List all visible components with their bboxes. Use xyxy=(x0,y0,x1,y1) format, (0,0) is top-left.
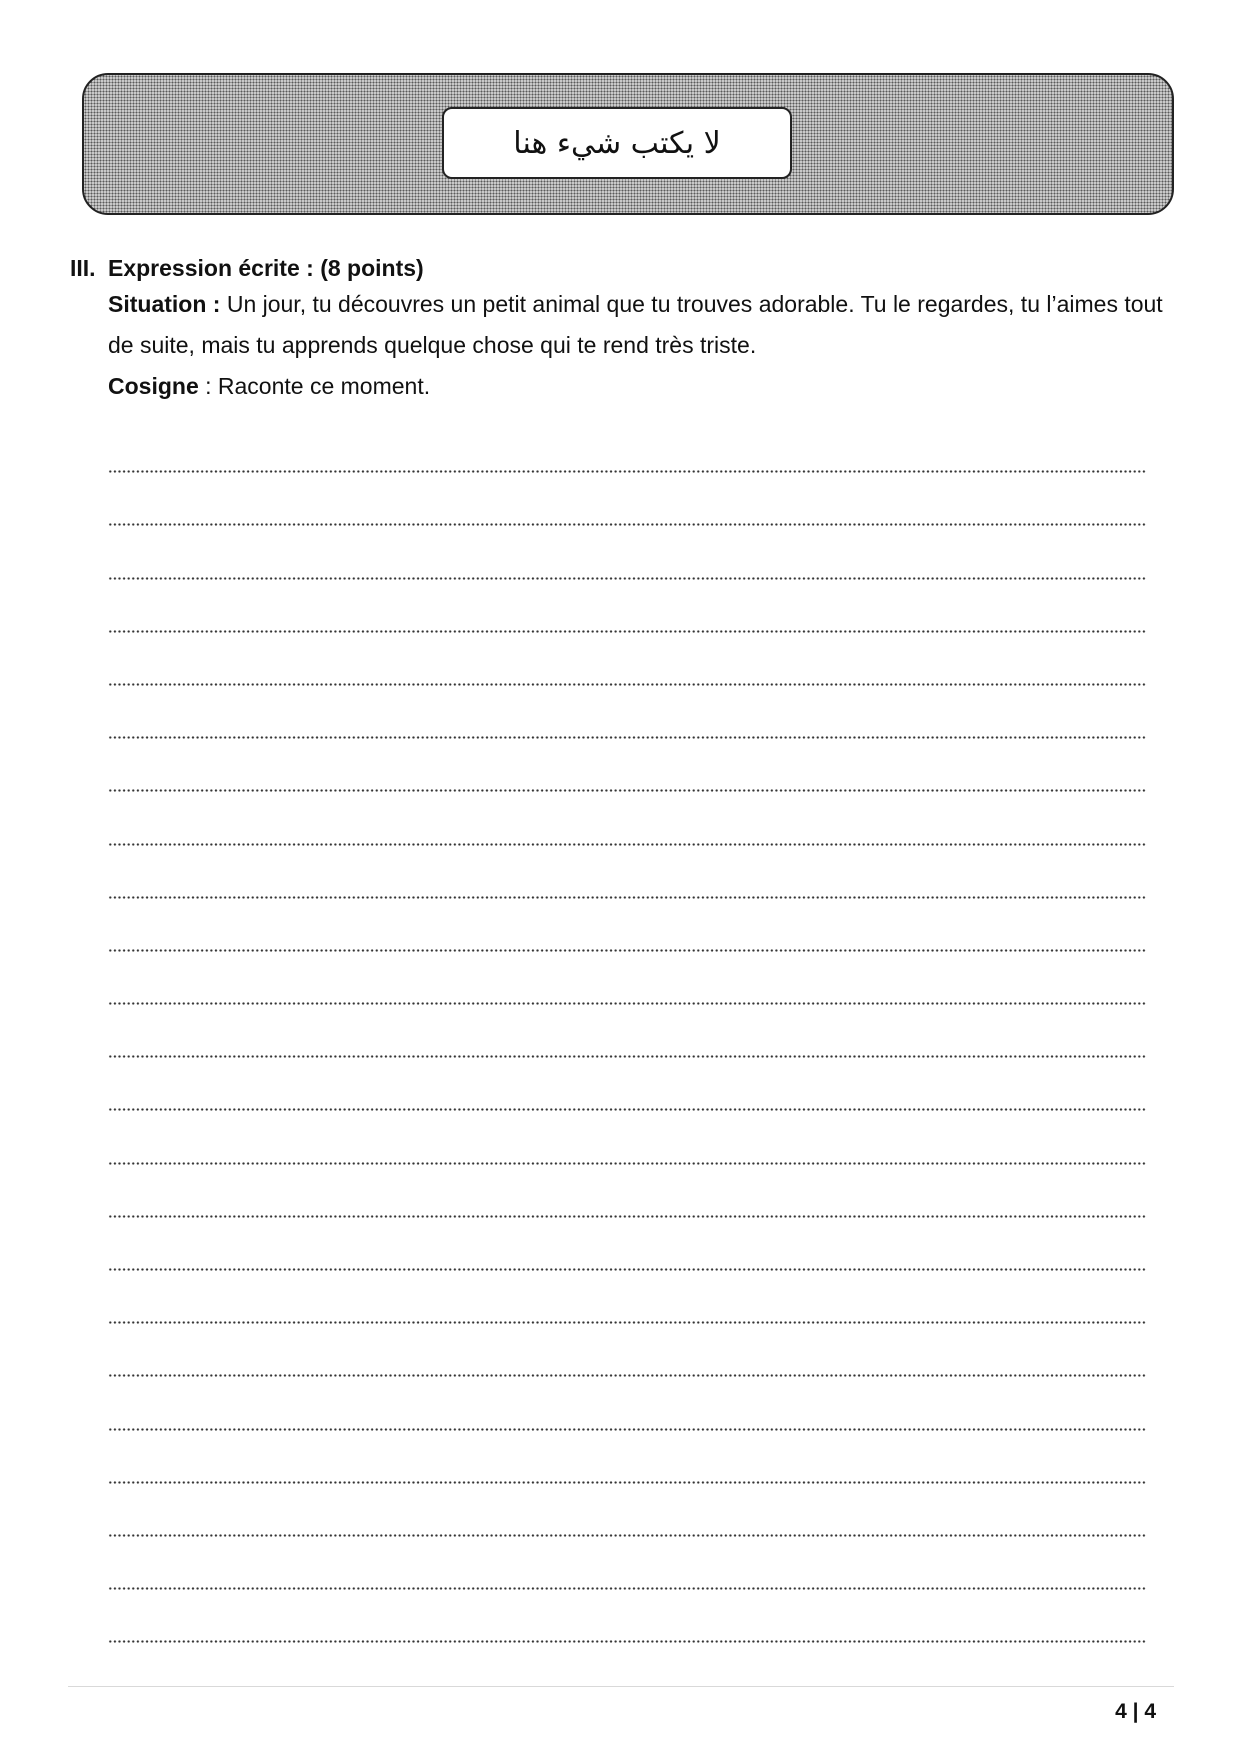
section-number: III. xyxy=(70,255,96,281)
answer-line[interactable] xyxy=(108,1111,1146,1164)
answer-line[interactable] xyxy=(108,899,1146,952)
answer-line[interactable] xyxy=(108,1377,1146,1430)
consigne-label: Cosigne xyxy=(108,373,199,399)
answer-line[interactable] xyxy=(108,580,1146,633)
situation-text: Un jour, tu découvres un petit animal que tu trouves adorable. Tu le regardes, tu l’aimes tout de suite, mais tu apprends quelque chose qui te rend très triste. xyxy=(108,291,1163,358)
answer-line[interactable] xyxy=(108,1431,1146,1484)
answer-line[interactable] xyxy=(108,1271,1146,1324)
answer-line[interactable] xyxy=(108,952,1146,1005)
answer-line[interactable] xyxy=(108,1537,1146,1590)
answer-line[interactable] xyxy=(108,1484,1146,1537)
situation-paragraph xyxy=(108,284,1180,366)
answer-line[interactable] xyxy=(108,473,1146,526)
answer-line[interactable] xyxy=(108,739,1146,792)
answer-line[interactable] xyxy=(108,846,1146,899)
section-heading xyxy=(70,252,1180,284)
answer-lines[interactable] xyxy=(108,420,1146,1643)
section-title: Expression écrite : (8 points) xyxy=(108,255,424,281)
page-number: 4 | 4 xyxy=(1115,1700,1156,1723)
answer-line[interactable] xyxy=(108,526,1146,579)
do-not-write-banner xyxy=(82,73,1174,215)
answer-line[interactable] xyxy=(108,420,1146,473)
answer-line[interactable] xyxy=(108,1058,1146,1111)
consigne-paragraph xyxy=(108,366,1180,407)
situation-label: Situation : xyxy=(108,291,221,317)
answer-line[interactable] xyxy=(108,1165,1146,1218)
do-not-write-notice: لا يكتب شيء هنا xyxy=(442,107,792,179)
answer-line[interactable] xyxy=(108,792,1146,845)
consigne-text: : Raconte ce moment. xyxy=(198,373,431,399)
answer-line[interactable] xyxy=(108,633,1146,686)
answer-line[interactable] xyxy=(108,1218,1146,1271)
footer-divider xyxy=(68,1686,1174,1687)
answer-line[interactable] xyxy=(108,1324,1146,1377)
answer-line[interactable] xyxy=(108,686,1146,739)
answer-line[interactable] xyxy=(108,1005,1146,1058)
answer-line[interactable] xyxy=(108,1590,1146,1643)
writing-section xyxy=(70,252,1180,407)
